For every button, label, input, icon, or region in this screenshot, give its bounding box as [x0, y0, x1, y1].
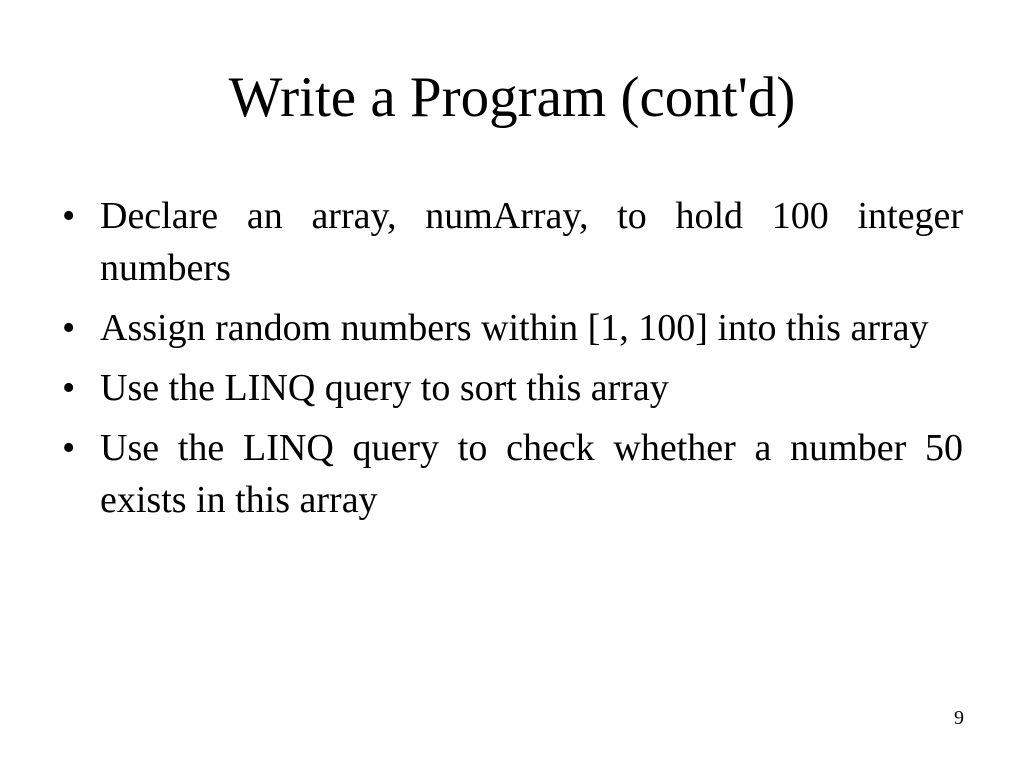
- bullet-dot: •: [62, 427, 76, 469]
- page-number: 9: [954, 707, 964, 729]
- bullet-text: Use the LINQ query to check whether a number 50 exists in this array: [100, 427, 963, 521]
- bullet-dot: •: [62, 195, 76, 237]
- bullet-item: [62, 302, 963, 354]
- bullet-item: [62, 190, 963, 294]
- bullet-text: Assign random numbers within [1, 100] into this array: [100, 307, 929, 349]
- bullet-item: [62, 422, 963, 526]
- slide-title: Write a Program (cont'd): [228, 66, 796, 129]
- bullet-dot: •: [62, 307, 76, 349]
- bullet-list: [62, 190, 963, 534]
- bullet-text: Declare an array, numArray, to hold 100 integer numbers: [100, 195, 963, 289]
- bullet-text: Use the LINQ query to sort this array: [100, 367, 669, 409]
- bullet-item: [62, 362, 963, 414]
- bullet-dot: •: [62, 367, 76, 409]
